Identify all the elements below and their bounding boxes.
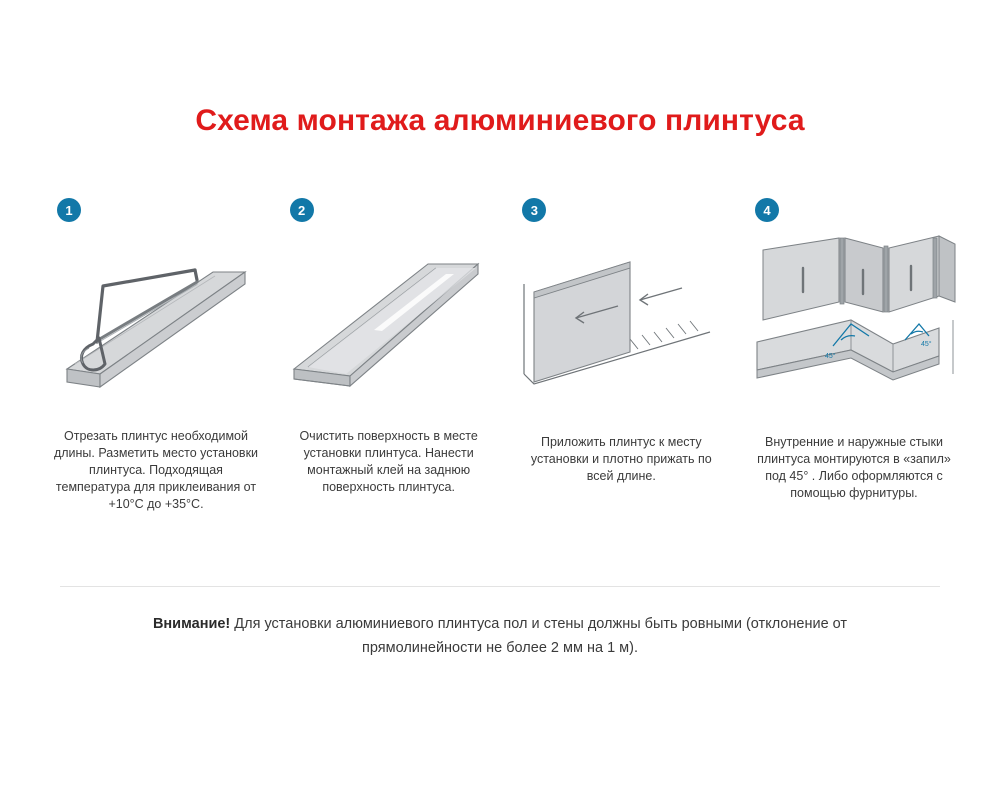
- step-3: [510, 198, 732, 485]
- page-title: Схема монтажа алюминиевого плинтуса: [195, 104, 805, 137]
- warning-lead: Внимание!: [152, 616, 231, 632]
- warning-note: [100, 612, 900, 660]
- step-number-badge: 3: [522, 198, 546, 222]
- step-caption: Очистить поверхность в месте установки плинтуса. Нанести монтажный клей на заднюю поверхность плинтуса.: [299, 429, 478, 494]
- step-number-badge: 2: [290, 198, 314, 222]
- step-4: [743, 198, 965, 502]
- warning-text: Для установки алюминиевого плинтуса пол и стены должны быть ровными (отклонение от прямолинейности не более 2 мм на 1 м).: [230, 616, 848, 656]
- steps-row: [45, 198, 965, 513]
- divider: [60, 586, 940, 587]
- step-caption: Внутренние и наружные стыки плинтуса монтируются в «запил» под 45° . Либо оформляются с помощью фурнитуры.: [757, 435, 951, 500]
- hacksaw-cutting-skirting-icon: [45, 224, 267, 414]
- step-caption: Отрезать плинтус необходимой длины. Разметить место установки плинтуса. Подходящая температура для приклеивания от +10°C до +35°C.: [53, 429, 259, 511]
- step-caption: Приложить плинтус к месту установки и плотно прижать по всей длине.: [530, 435, 712, 483]
- skirting-profile-clean-icon: [278, 224, 500, 414]
- angle-label-inner: 45°: [824, 353, 836, 360]
- step-number-badge: 4: [755, 198, 779, 222]
- press-skirting-to-wall-icon: [510, 224, 732, 414]
- step-2: [278, 198, 500, 496]
- step-1: [45, 198, 267, 513]
- angle-label-outer: 45°: [920, 341, 932, 348]
- corner-joints-45-degrees-icon: [743, 224, 965, 414]
- step-number-badge: 1: [57, 198, 81, 222]
